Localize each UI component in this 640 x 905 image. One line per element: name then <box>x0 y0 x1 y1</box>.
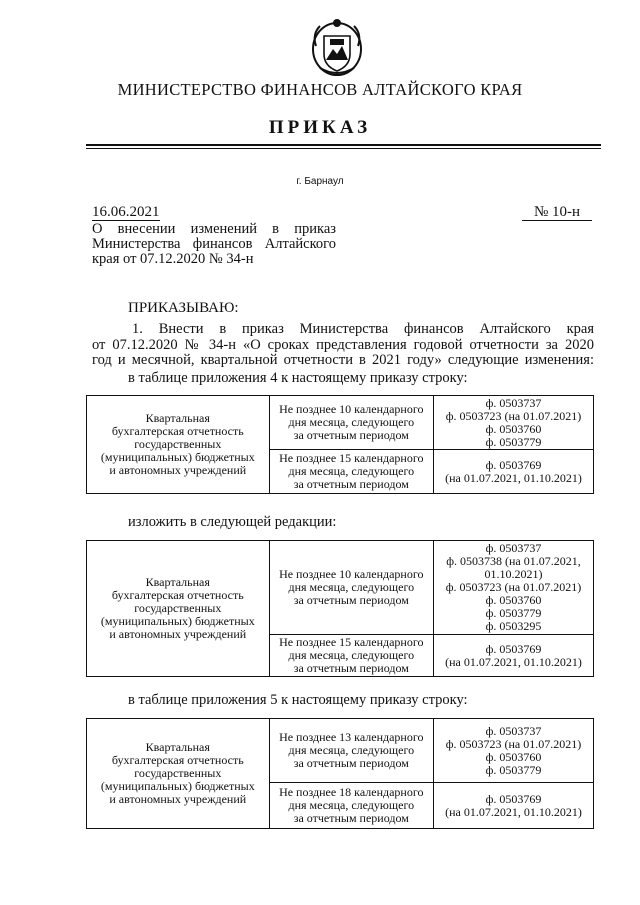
ministry-title: МИНИСТЕРСТВО ФИНАНСОВ АЛТАЙСКОГО КРАЯ <box>117 80 523 99</box>
table-new-appendix-4 <box>86 540 594 677</box>
paragraph-line: от 07.12.2020 № 34-н «О сроках представления годовой отчетности за 2020 <box>92 336 594 353</box>
deadline-cell: Не позднее 13 календарного дня месяца, следующего за отчетным периодом <box>269 719 433 783</box>
forms-cell: ф. 0503769 (на 01.07.2021, 01.10.2021) <box>433 450 593 494</box>
deadline-cell: Не позднее 10 календарного дня месяца, следующего за отчетным периодом <box>269 396 433 450</box>
deadline-cell: Не позднее 15 календарного дня месяца, следующего за отчетным периодом <box>269 635 433 677</box>
paragraph-1 <box>92 322 594 369</box>
coat-of-arms-icon <box>310 16 364 78</box>
deadline-cell: Не позднее 15 календарного дня месяца, следующего за отчетным периодом <box>269 450 433 494</box>
subject-line: О внесении изменений в приказ <box>92 221 336 237</box>
table-old-appendix-5 <box>86 718 594 829</box>
category-cell: Квартальная бухгалтерская отчетность государственных (муниципальных) бюджетных и автономных учреждений <box>87 396 270 494</box>
forms-cell: ф. 0503769 (на 01.07.2021, 01.10.2021) <box>433 635 593 677</box>
table-4-intro: в таблице приложения 4 к настоящему приказу строку: <box>128 370 468 386</box>
forms-cell: ф. 0503769 (на 01.07.2021, 01.10.2021) <box>433 783 593 829</box>
replace-label: изложить в следующей редакции: <box>128 514 337 530</box>
header-divider-thin <box>86 148 601 149</box>
paragraph-line: год и месячной, квартальной отчетности в 2021 году» следующие изменения: <box>92 352 594 368</box>
order-heading: ПРИКАЗЫВАЮ: <box>128 300 239 316</box>
forms-cell: ф. 0503737 ф. 0503723 (на 01.07.2021) ф. 0503760 ф. 0503779 <box>433 396 593 450</box>
paragraph-line: 1. Внести в приказ Министерства финансов Алтайского края <box>132 321 594 337</box>
city-label: г. Барнаул <box>296 176 344 187</box>
category-cell: Квартальная бухгалтерская отчетность государственных (муниципальных) бюджетных и автономных учреждений <box>87 541 270 677</box>
forms-cell: ф. 0503737 ф. 0503738 (на 01.07.2021, 01.10.2021) ф. 0503723 (на 01.07.2021) ф. 0503760 ф. 0503779 ф. 0503295 <box>433 541 593 635</box>
table-5-intro: в таблице приложения 5 к настоящему приказу строку: <box>128 692 468 708</box>
category-cell: Квартальная бухгалтерская отчетность государственных (муниципальных) бюджетных и автономных учреждений <box>87 719 270 829</box>
subject-line: Министерства финансов Алтайского <box>92 236 336 252</box>
deadline-cell: Не позднее 18 календарного дня месяца, следующего за отчетным периодом <box>269 783 433 829</box>
deadline-cell: Не позднее 10 календарного дня месяца, следующего за отчетным периодом <box>269 541 433 635</box>
forms-cell: ф. 0503737 ф. 0503723 (на 01.07.2021) ф. 0503760 ф. 0503779 <box>433 719 593 783</box>
document-subject <box>92 222 336 267</box>
header-divider <box>86 144 601 146</box>
subject-line: края от 07.12.2020 № 34-н <box>92 251 254 267</box>
document-date: 16.06.2021 <box>92 204 160 220</box>
table-old-appendix-4 <box>86 395 594 494</box>
document-number: № 10-н <box>522 204 592 221</box>
document-type: ПРИКАЗ <box>268 117 372 138</box>
